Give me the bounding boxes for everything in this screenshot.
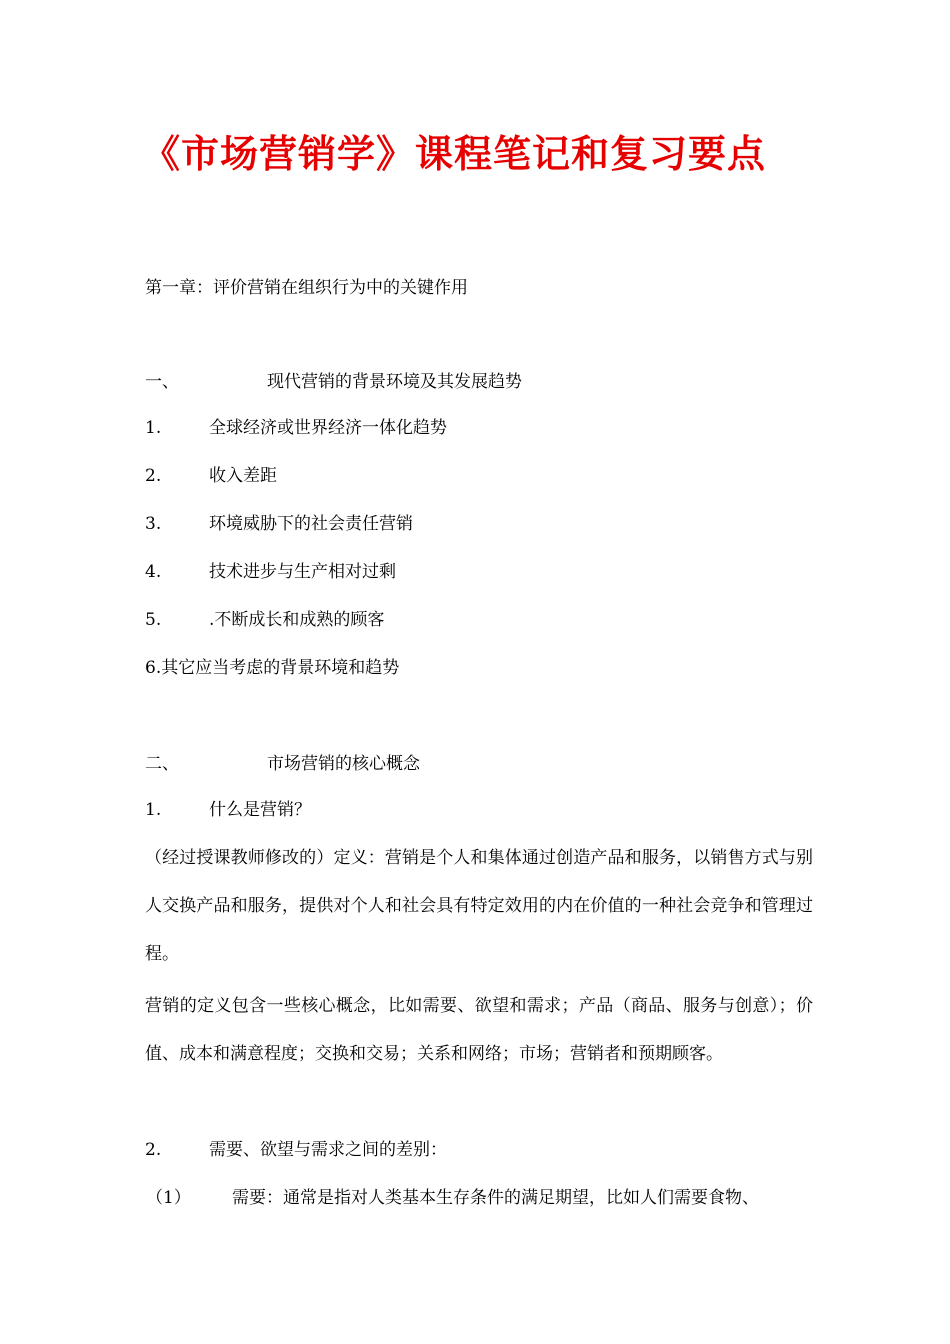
section2-title: 市场营销的核心概念 [267, 754, 420, 774]
document-title: 《市场营销学》课程笔记和复习要点 [142, 132, 767, 176]
list-item-number: 1. [145, 800, 162, 820]
definition-paragraph: （经过授课教师修改的）定义：营销是个人和集体通过创造产品和服务，以销售方式与别人交换产品和服务，提供对个人和社会具有特定效用的内在价值的一种社会竞争和管理过程。 [145, 848, 813, 964]
list-item-text: 全球经济或世界经济一体化趋势 [209, 418, 447, 438]
list-item-number: 1. [145, 418, 162, 438]
section1-number: 一、 [145, 372, 179, 392]
chapter-heading: 第一章：评价营销在组织行为中的关键作用 [145, 278, 468, 298]
list-item [145, 798, 311, 822]
sub-list-item-number: （1） [146, 1188, 191, 1208]
list-item-number: 4. [145, 562, 162, 582]
section1-heading [145, 370, 522, 394]
list-item: 6.其它应当考虑的背景环境和趋势 [145, 658, 400, 678]
list-item-text: 环境威胁下的社会责任营销 [209, 514, 413, 534]
list-item-text: 收入差距 [209, 466, 277, 486]
sub-list-item [146, 1186, 759, 1210]
list-item-text: 什么是营销？ [209, 800, 311, 820]
list-item-text: 需要、欲望与需求之间的差别： [209, 1140, 447, 1160]
list-item-number: 5. [145, 610, 162, 630]
list-item-text: .不断成长和成熟的顾客 [209, 610, 385, 630]
list-item-number: 3. [145, 514, 162, 534]
section2-heading [145, 752, 420, 776]
list-item-text: 技术进步与生产相对过剩 [209, 562, 396, 582]
list-item [145, 1138, 447, 1162]
section1-title: 现代营销的背景环境及其发展趋势 [267, 372, 522, 392]
list-item [145, 416, 447, 440]
concepts-paragraph: 营销的定义包含一些核心概念，比如需要、欲望和需求；产品（商品、服务与创意）；价值、成本和满意程度；交换和交易；关系和网络；市场；营销者和预期顾客。 [145, 996, 813, 1064]
section2-number: 二、 [145, 754, 179, 774]
list-item [145, 608, 384, 632]
list-item [145, 512, 413, 536]
list-item-number: 2. [145, 1140, 162, 1160]
list-item [145, 464, 277, 488]
list-item-number: 2. [145, 466, 162, 486]
list-item [145, 560, 396, 584]
sub-list-item-text: 需要：通常是指对人类基本生存条件的满足期望，比如人们需要食物、 [232, 1188, 759, 1208]
